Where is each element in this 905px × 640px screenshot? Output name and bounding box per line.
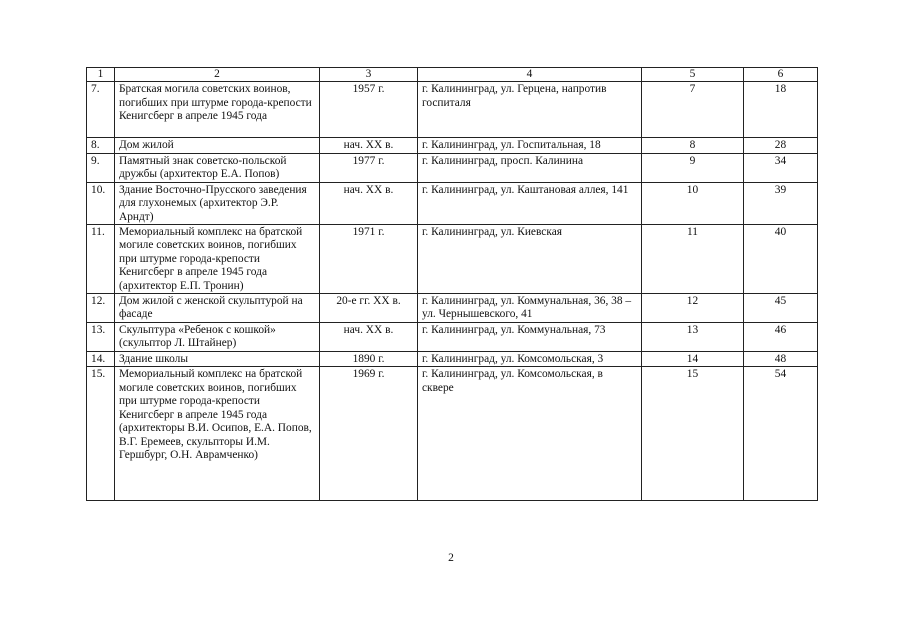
object-date: 1969 г.: [320, 367, 418, 501]
column-6-value: 34: [744, 153, 818, 182]
object-address: г. Калининград, ул. Коммунальная, 73: [418, 323, 642, 352]
object-name: Дом жилой с женской скульптурой на фасаде: [115, 294, 320, 323]
column-5-value: 8: [642, 138, 744, 153]
object-name: Памятный знак советско-польской дружбы (архитектор Е.А. Попов): [115, 153, 320, 182]
object-date: 1971 г.: [320, 225, 418, 294]
object-address: г. Калининград, ул. Коммунальная, 36, 38 – ул. Чернышевского, 41: [418, 294, 642, 323]
table-row: [87, 323, 818, 352]
object-name: Братская могила советских воинов, погибших при штурме города-крепости Кенигсберг в апреле 1945 года: [115, 82, 320, 138]
object-date: 1957 г.: [320, 82, 418, 138]
object-date: нач. XX в.: [320, 138, 418, 153]
row-number: 11.: [87, 225, 115, 294]
object-address: г. Калининград, ул. Комсомольская, в сквере: [418, 367, 642, 501]
table-row: [87, 153, 818, 182]
column-header-4: 4: [418, 68, 642, 82]
column-6-value: 48: [744, 352, 818, 367]
row-number: 8.: [87, 138, 115, 153]
column-6-value: 46: [744, 323, 818, 352]
row-number: 15.: [87, 367, 115, 501]
object-name: Здание школы: [115, 352, 320, 367]
row-number: 13.: [87, 323, 115, 352]
table-row: [87, 367, 818, 501]
table-row: [87, 138, 818, 153]
column-6-value: 28: [744, 138, 818, 153]
object-address: г. Калининград, ул. Каштановая аллея, 141: [418, 182, 642, 224]
column-5-value: 12: [642, 294, 744, 323]
object-name: Мемориальный комплекс на братской могиле советских воинов, погибших при штурме города-крепости Кенигсберг в апреле 1945 года (архитектор Е.П. Тронин): [115, 225, 320, 294]
page-number: 2: [448, 552, 454, 564]
table-row: [87, 182, 818, 224]
row-number: 14.: [87, 352, 115, 367]
column-5-value: 14: [642, 352, 744, 367]
table-row: [87, 352, 818, 367]
column-5-value: 7: [642, 82, 744, 138]
table-header-row: [87, 68, 818, 82]
object-address: г. Калининград, ул. Комсомольская, 3: [418, 352, 642, 367]
column-6-value: 39: [744, 182, 818, 224]
object-date: 1977 г.: [320, 153, 418, 182]
object-name: Скульптура «Ребенок с кошкой» (скульптор Л. Штайнер): [115, 323, 320, 352]
column-header-5: 5: [642, 68, 744, 82]
column-5-value: 13: [642, 323, 744, 352]
object-address: г. Калининград, ул. Киевская: [418, 225, 642, 294]
column-6-value: 54: [744, 367, 818, 501]
object-date: 1890 г.: [320, 352, 418, 367]
column-header-6: 6: [744, 68, 818, 82]
object-date: 20-е гг. XX в.: [320, 294, 418, 323]
object-address: г. Калининград, ул. Герцена, напротив госпиталя: [418, 82, 642, 138]
column-6-value: 40: [744, 225, 818, 294]
row-number: 9.: [87, 153, 115, 182]
object-date: нач. XX в.: [320, 323, 418, 352]
object-name: Мемориальный комплекс на братской могиле советских воинов, погибших при штурме города-крепости Кенигсберг в апреле 1945 года (архитекторы В.И. Осипов, Е.А. Попов, В.Г. Еремеев, скульпторы И.М. Гершбург, О.Н. Аврамченко): [115, 367, 320, 501]
column-header-3: 3: [320, 68, 418, 82]
table-row: [87, 225, 818, 294]
row-number: 12.: [87, 294, 115, 323]
row-number: 7.: [87, 82, 115, 138]
object-name: Дом жилой: [115, 138, 320, 153]
column-5-value: 15: [642, 367, 744, 501]
object-address: г. Калининград, ул. Госпитальная, 18: [418, 138, 642, 153]
table-row: [87, 294, 818, 323]
monuments-table: [86, 67, 818, 501]
column-5-value: 10: [642, 182, 744, 224]
column-5-value: 11: [642, 225, 744, 294]
object-date: нач. XX в.: [320, 182, 418, 224]
column-6-value: 45: [744, 294, 818, 323]
column-5-value: 9: [642, 153, 744, 182]
row-number: 10.: [87, 182, 115, 224]
column-header-1: 1: [87, 68, 115, 82]
column-header-2: 2: [115, 68, 320, 82]
object-name: Здание Восточно-Прусского заведения для глухонемых (архитектор Э.Р. Арндт): [115, 182, 320, 224]
table-row: [87, 82, 818, 138]
object-address: г. Калининград, просп. Калинина: [418, 153, 642, 182]
column-6-value: 18: [744, 82, 818, 138]
